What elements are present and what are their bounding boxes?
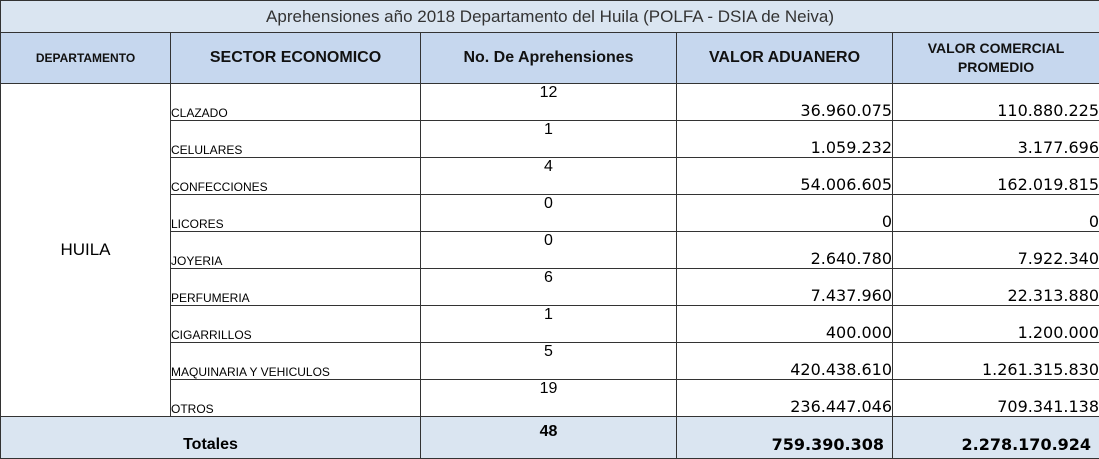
valor-aduanero-cell: 236.447.046 — [677, 380, 893, 417]
header-departamento: DEPARTAMENTO — [1, 33, 171, 84]
departamento-cell: HUILA — [1, 84, 171, 417]
valor-aduanero-cell: 7.437.960 — [677, 269, 893, 306]
sector-cell: OTROS — [171, 380, 421, 417]
valor-aduanero-cell: 2.640.780 — [677, 232, 893, 269]
totals-valor-aduanero: 759.390.308 — [677, 417, 893, 459]
valor-aduanero-cell: 36.960.075 — [677, 84, 893, 121]
totals-aprehensiones: 48 — [421, 417, 677, 459]
aprehensiones-cell: 1 — [421, 121, 677, 158]
totals-valor-comercial: 2.278.170.924 — [893, 417, 1099, 459]
valor-aduanero-cell: 420.438.610 — [677, 343, 893, 380]
totals-label: Totales — [1, 417, 421, 459]
sector-cell: CLAZADO — [171, 84, 421, 121]
sector-cell: PERFUMERIA — [171, 269, 421, 306]
valor-comercial-cell: 0 — [893, 195, 1099, 232]
valor-aduanero-cell: 400.000 — [677, 306, 893, 343]
aprehensiones-cell: 4 — [421, 158, 677, 195]
table-title: Aprehensiones año 2018 Departamento del Huila (POLFA - DSIA de Neiva) — [1, 1, 1099, 33]
valor-aduanero-cell: 54.006.605 — [677, 158, 893, 195]
valor-comercial-cell: 709.341.138 — [893, 380, 1099, 417]
aprehensiones-cell: 12 — [421, 84, 677, 121]
valor-comercial-cell: 3.177.696 — [893, 121, 1099, 158]
sector-cell: LICORES — [171, 195, 421, 232]
aprehensiones-cell: 5 — [421, 343, 677, 380]
valor-comercial-cell: 22.313.880 — [893, 269, 1099, 306]
totals-row — [1, 417, 1099, 459]
valor-comercial-cell: 1.200.000 — [893, 306, 1099, 343]
sector-cell: CELULARES — [171, 121, 421, 158]
sector-cell: JOYERIA — [171, 232, 421, 269]
valor-comercial-cell: 162.019.815 — [893, 158, 1099, 195]
valor-comercial-cell: 1.261.315.830 — [893, 343, 1099, 380]
table-row — [1, 84, 1099, 121]
valor-aduanero-cell: 0 — [677, 195, 893, 232]
header-sector: SECTOR ECONOMICO — [171, 33, 421, 84]
sector-cell: CONFECCIONES — [171, 158, 421, 195]
valor-comercial-cell: 7.922.340 — [893, 232, 1099, 269]
aprehensiones-cell: 0 — [421, 232, 677, 269]
valor-aduanero-cell: 1.059.232 — [677, 121, 893, 158]
sector-cell: CIGARRILLOS — [171, 306, 421, 343]
aprehensiones-cell: 19 — [421, 380, 677, 417]
header-valor-aduanero: VALOR ADUANERO — [677, 33, 893, 84]
header-row — [1, 33, 1099, 84]
aprehensiones-cell: 6 — [421, 269, 677, 306]
header-aprehensiones: No. De Aprehensiones — [421, 33, 677, 84]
aprehensiones-cell: 1 — [421, 306, 677, 343]
aprehensiones-cell: 0 — [421, 195, 677, 232]
sector-cell: MAQUINARIA Y VEHICULOS — [171, 343, 421, 380]
valor-comercial-cell: 110.880.225 — [893, 84, 1099, 121]
header-valor-comercial: VALOR COMERCIAL PROMEDIO — [893, 33, 1099, 84]
